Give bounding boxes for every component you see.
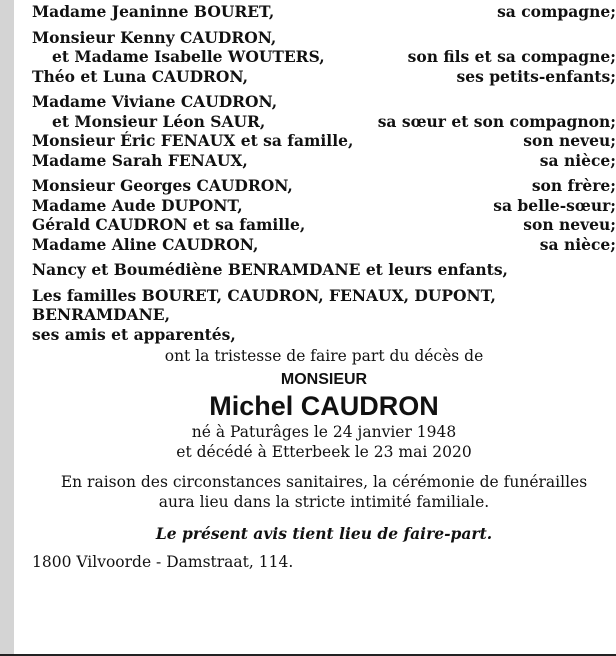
family-member-name: Monsieur Georges CAUDRON,	[32, 176, 293, 195]
family-relationship: sa belle-sœur;	[493, 195, 616, 215]
ceremony-line-1: En raison des circonstances sanitaires, la cérémonie de funérailles	[60, 473, 588, 491]
family-relationship: son neveu;	[523, 215, 616, 234]
family-row	[32, 176, 616, 196]
family-relationship: son neveu;	[523, 131, 616, 150]
family-member-name: Gérald CAUDRON et sa famille,	[32, 215, 306, 234]
family-row	[32, 196, 616, 216]
family-paragraph-benramdane: Nancy et Boumédiène BENRAMDANE et leurs enfants,	[32, 260, 508, 279]
family-relationship: ses petits-enfants;	[456, 66, 616, 86]
family-row	[32, 112, 616, 132]
honorific-title: MONSIEUR	[280, 371, 368, 388]
family-relationship: son frère;	[531, 176, 616, 195]
family-relationship: sa sœur et son compagnon;	[377, 111, 616, 131]
family-group	[32, 28, 616, 87]
left-margin-bar	[0, 0, 14, 654]
family-paragraph-families	[32, 286, 616, 345]
family-list	[32, 2, 616, 254]
ceremony-line-2: aura lieu dans la stricte intimité familiale.	[158, 493, 490, 511]
family-group	[32, 176, 616, 254]
family-row	[32, 235, 616, 255]
family-group	[32, 2, 616, 22]
family-row	[32, 67, 616, 87]
family-member-name: Madame Viviane CAUDRON,	[32, 92, 278, 111]
family-relationship: sa nièce;	[539, 150, 616, 170]
family-row	[32, 47, 616, 67]
family-row	[32, 151, 616, 171]
intro-text: ont la tristesse de faire part du décès de	[164, 347, 484, 365]
family-row	[32, 2, 616, 22]
birth-line: né à Paturâges le 24 janvier 1948	[191, 423, 457, 441]
family-relationship: sa compagne;	[497, 2, 616, 21]
family-row	[32, 92, 616, 112]
family-member-name: Madame Sarah FENAUX,	[32, 150, 248, 170]
notice-statement: Le présent avis tient lieu de faire-part.	[155, 524, 493, 543]
family-row	[32, 131, 616, 151]
family-relationship: son fils et sa compagne;	[407, 47, 616, 66]
family-member-name: et Monsieur Léon SAUR,	[52, 111, 266, 131]
family-row	[32, 215, 616, 235]
friends-line: ses amis et apparentés,	[32, 324, 236, 344]
address: 1800 Vilvoorde - Damstraat, 114.	[32, 553, 294, 571]
family-row	[32, 28, 616, 48]
family-member-name: Madame Aline CAUDRON,	[32, 234, 259, 254]
family-member-name: Théo et Luna CAUDRON,	[32, 66, 248, 86]
death-line: et décédé à Etterbeek le 23 mai 2020	[176, 443, 472, 461]
family-member-name: Madame Jeaninne BOURET,	[32, 2, 275, 21]
family-member-name: Monsieur Kenny CAUDRON,	[32, 27, 277, 47]
family-relationship: sa nièce;	[539, 234, 616, 254]
obituary-notice	[32, 2, 616, 571]
families-line: Les familles BOURET, CAUDRON, FENAUX, DUPONT, BENRAMDANE,	[32, 285, 496, 324]
family-group	[32, 92, 616, 170]
family-member-name: Monsieur Éric FENAUX et sa famille,	[32, 131, 354, 150]
family-member-name: Madame Aude DUPONT,	[32, 195, 243, 215]
deceased-name: Michel CAUDRON	[209, 391, 439, 421]
family-member-name: et Madame Isabelle WOUTERS,	[52, 47, 325, 66]
